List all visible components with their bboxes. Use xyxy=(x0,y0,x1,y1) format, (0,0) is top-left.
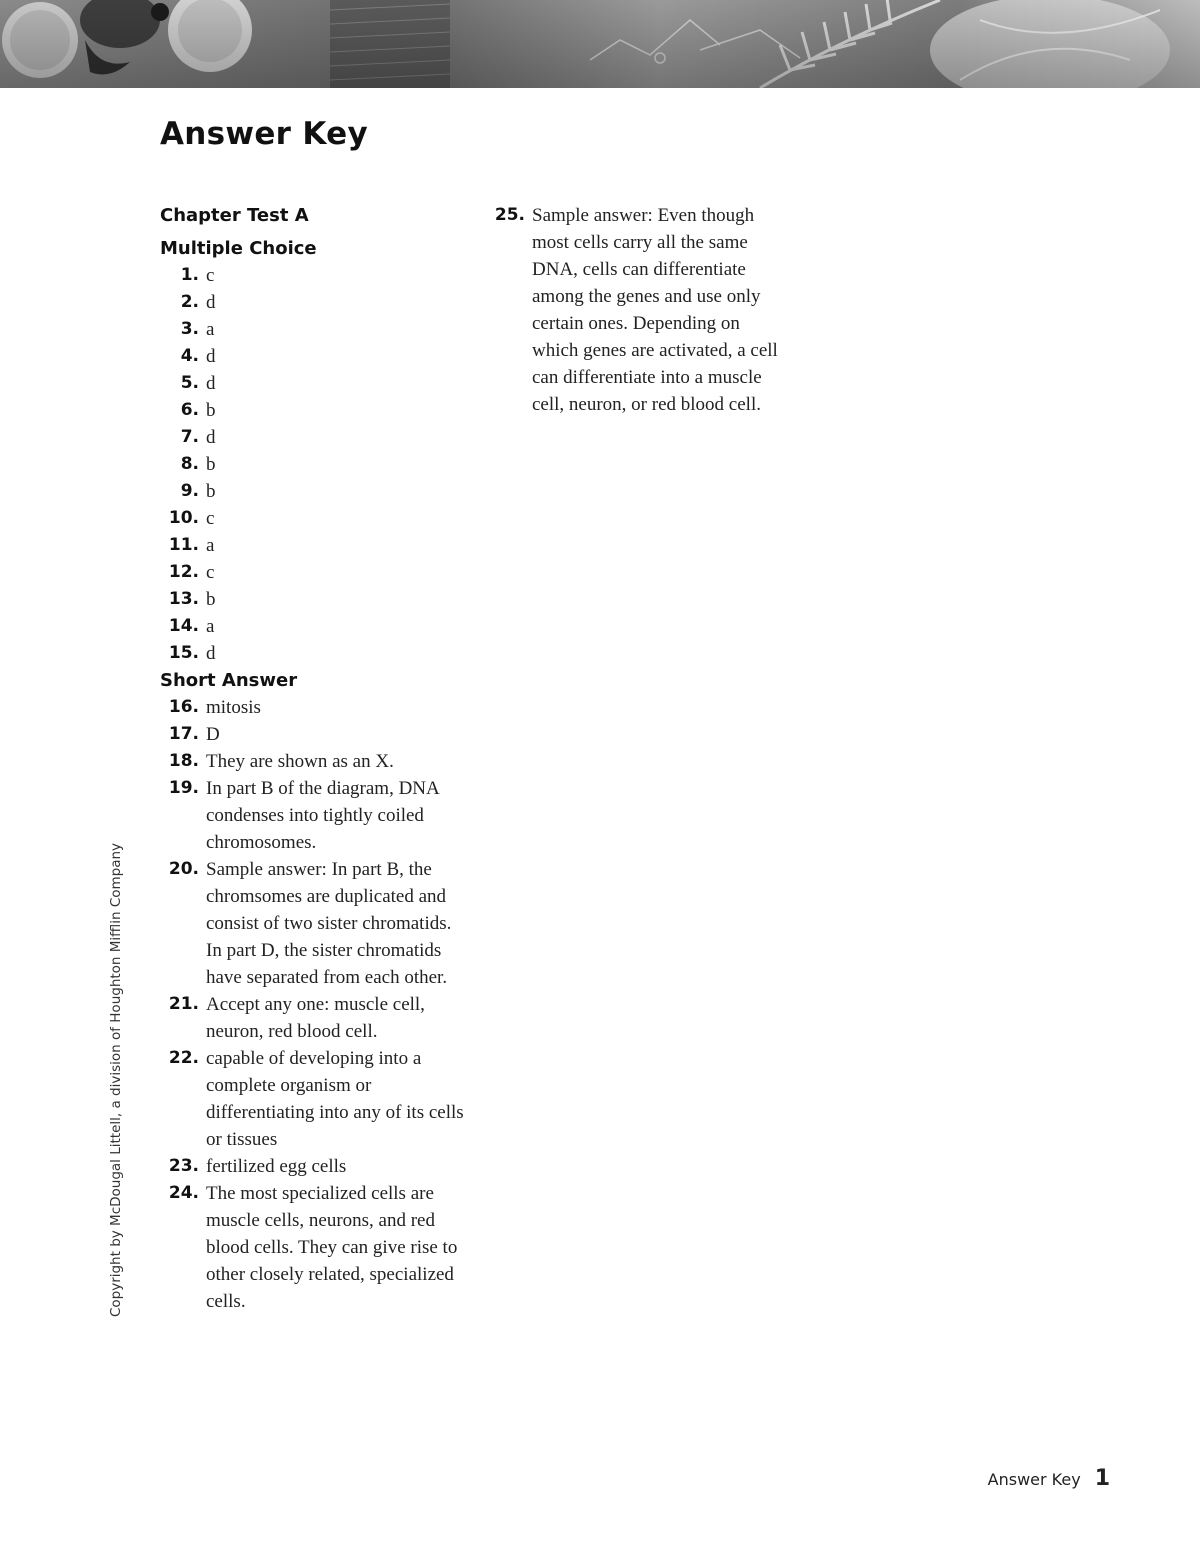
list-item xyxy=(160,451,470,478)
list-item xyxy=(160,1180,470,1315)
footer-label: Answer Key xyxy=(987,1470,1081,1489)
item-number: 22. xyxy=(168,1048,199,1068)
left-column xyxy=(160,202,470,1315)
list-item xyxy=(160,505,470,532)
item-answer: a xyxy=(206,616,215,637)
item-answer: b xyxy=(206,481,216,502)
item-number: 25. xyxy=(494,205,525,225)
multiple-choice-list xyxy=(160,262,470,667)
item-answer: Accept any one: muscle cell, neuron, red blood cell. xyxy=(206,994,425,1042)
item-number: 21. xyxy=(168,994,199,1014)
item-number: 20. xyxy=(168,859,199,879)
item-answer: mitosis xyxy=(206,697,261,718)
page-title: Answer Key xyxy=(160,116,368,152)
multiple-choice-heading: Multiple Choice xyxy=(160,238,317,259)
item-answer: c xyxy=(206,265,215,286)
item-number: 1. xyxy=(180,265,199,285)
item-number: 9. xyxy=(180,481,199,501)
item-number: 23. xyxy=(168,1156,199,1176)
list-item xyxy=(160,343,470,370)
item-answer: a xyxy=(206,535,215,556)
item-number: 5. xyxy=(180,373,199,393)
item-answer: The most specialized cells are muscle cells, neurons, and red blood cells. They can give rise to other closely related, specialized cells. xyxy=(206,1183,458,1312)
list-item xyxy=(160,559,470,586)
header-banner-image xyxy=(0,0,1200,88)
item-answer: D xyxy=(206,724,220,745)
item-answer: Sample answer: In part B, the chromsomes are duplicated and consist of two sister chromatids. In part D, the sister chromatids have separated from each other. xyxy=(206,859,452,988)
list-item xyxy=(160,856,470,991)
item-number: 8. xyxy=(180,454,199,474)
item-number: 17. xyxy=(168,724,199,744)
short-answer-heading: Short Answer xyxy=(160,670,298,691)
list-item xyxy=(160,613,470,640)
item-number: 13. xyxy=(168,589,199,609)
right-column xyxy=(486,202,786,418)
list-item xyxy=(160,586,470,613)
item-number: 10. xyxy=(168,508,199,528)
item-answer: c xyxy=(206,562,215,583)
list-item xyxy=(160,748,470,775)
list-item xyxy=(160,640,470,667)
item-answer: d xyxy=(206,427,216,448)
item-number: 19. xyxy=(168,778,199,798)
item-number: 2. xyxy=(180,292,199,312)
item-answer: d xyxy=(206,373,216,394)
item-answer: capable of developing into a complete organism or differentiating into any of its cells or tissues xyxy=(206,1048,464,1150)
list-item xyxy=(160,775,470,856)
item-number: 4. xyxy=(180,346,199,366)
list-item xyxy=(160,532,470,559)
list-item xyxy=(160,694,470,721)
page-number: 1 xyxy=(1094,1466,1110,1491)
copyright-notice: Copyright by McDougal Littell, a division of Houghton Mifflin Company xyxy=(108,842,124,1318)
list-item xyxy=(160,1153,470,1180)
list-item xyxy=(160,1045,470,1153)
item-answer: b xyxy=(206,400,216,421)
item-number: 14. xyxy=(168,616,199,636)
item-number: 18. xyxy=(168,751,199,771)
list-item xyxy=(160,721,470,748)
item-answer: b xyxy=(206,589,216,610)
item-answer: c xyxy=(206,508,215,529)
item-answer: d xyxy=(206,346,216,367)
list-item xyxy=(486,202,786,418)
list-item xyxy=(160,262,470,289)
item-answer: In part B of the diagram, DNA condenses into tightly coiled chromosomes. xyxy=(206,778,439,853)
item-number: 12. xyxy=(168,562,199,582)
list-item xyxy=(160,397,470,424)
list-item xyxy=(160,991,470,1045)
section-title: Chapter Test A xyxy=(160,205,309,226)
item-number: 3. xyxy=(180,319,199,339)
list-item xyxy=(160,316,470,343)
item-number: 6. xyxy=(180,400,199,420)
item-number: 16. xyxy=(168,697,199,717)
item-answer: Sample answer: Even though most cells carry all the same DNA, cells can differentiate among the genes and use only certain ones. Depending on which genes are activated, a cell can differentiate into a muscle cell, neuron, or red blood cell. xyxy=(532,205,778,415)
item-answer: They are shown as an X. xyxy=(206,751,394,772)
list-item xyxy=(160,370,470,397)
short-answer-list xyxy=(160,694,470,1315)
page-footer xyxy=(988,1466,1110,1491)
item-answer: d xyxy=(206,292,216,313)
item-answer: a xyxy=(206,319,215,340)
item-number: 15. xyxy=(168,643,199,663)
list-item xyxy=(160,424,470,451)
item-answer: fertilized egg cells xyxy=(206,1156,347,1177)
item-number: 11. xyxy=(168,535,199,555)
item-number: 24. xyxy=(168,1183,199,1203)
list-item xyxy=(160,478,470,505)
list-item xyxy=(160,289,470,316)
item-number: 7. xyxy=(180,427,199,447)
item-answer: b xyxy=(206,454,216,475)
item-answer: d xyxy=(206,643,216,664)
